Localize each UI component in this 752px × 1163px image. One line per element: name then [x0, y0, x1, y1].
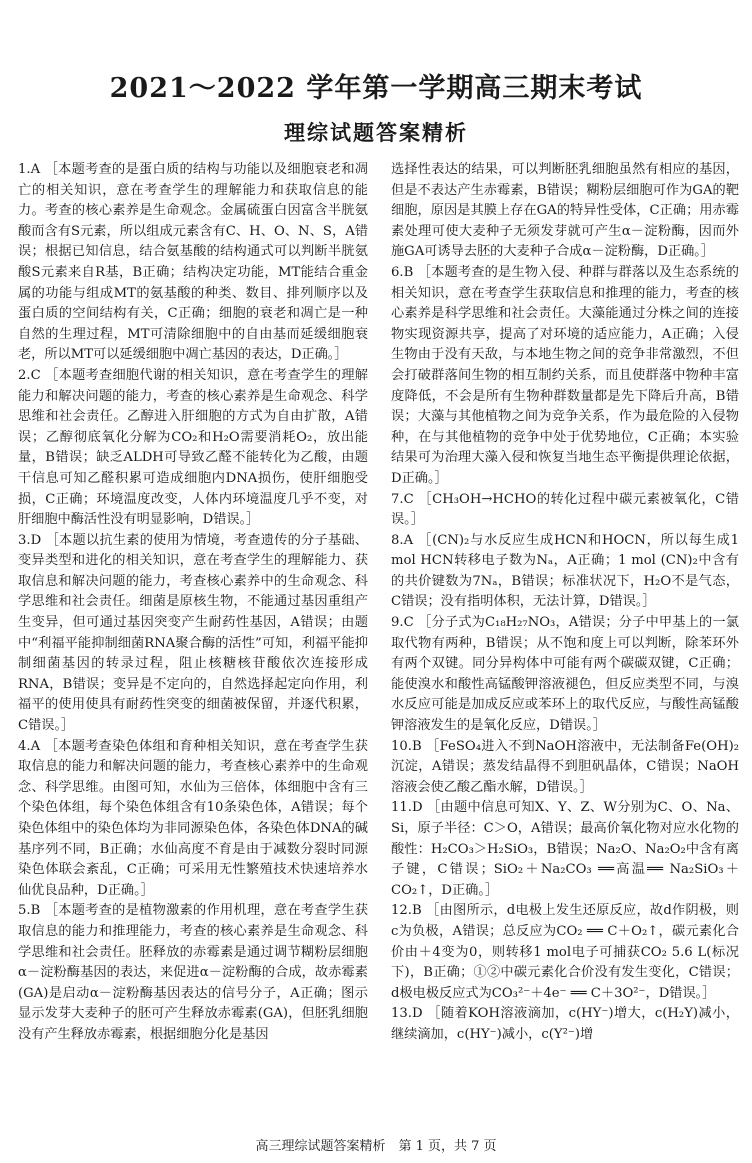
answer-text: ［分子式为C₁₈H₂₇NO₃，A错误；分子中甲基上的一氯取代物有两种，B错误；从不饱和度上可以判断，除苯环外有两个双键。同分异构体中可能有两个碳碳双键，C正确；能使溴水和酸性高锰酸钾溶液褪色，但反应类型不同，与溴水反应可能是加成反应或苯环上的取代反应，与酸性高锰酸钾溶液发生的是氧化反应，D错误。］	[391, 615, 739, 734]
answer-item	[391, 901, 739, 1004]
answer-text: 选择性表达的结果，可以判断胚乳细胞虽然有相应的基因，但是不表达产生赤霉素，B错误；糊粉层细胞可作为GA的靶细胞，原因是其膜上存在GA的特异性受体，C正确；用赤霉素处理可使大麦种子无须发芽就可产生α－淀粉酶，因而外施GA可诱导去胚的大麦种子合成α－淀粉酶，D正确。］	[391, 162, 739, 260]
answer-text: ［FeSO₄进入不到NaOH溶液中，无法制备Fe(OH)₂沉淀，A错误；蒸发结晶得不到胆矾晶体，C错误；NaOH溶液会使乙酸乙酯水解，D错误。］	[391, 738, 739, 795]
answer-text: ［本题考查的是植物激素的作用机理，意在考查学生获取信息的能力和推理能力，考查的核心素养是生命观念、科学思维和社会责任。胚释放的赤霉素是通过调节糊粉层细胞α－淀粉酶基因的表达，来促进α－淀粉酶的合成，故赤霉素(GA)是启动α－淀粉酶基因表达的信号分子，A正确；图示显示发芽大麦种子的胚可产生释放赤霉素(GA)，但胚乳细胞没有产生释放赤霉素，根据细胞分化是基因	[18, 903, 368, 1042]
answer-item	[391, 798, 739, 901]
answer-number: 8.A	[391, 532, 414, 548]
answer-text: ［由图所示，d电极上发生还原反应，故d作阴极，则c为负极，A错误；总反应为CO₂ ══ C＋O₂↑，碳元素化合价由＋4变为0，则转移1 mol电子可捕获CO₂ 5.6 L(标况下)，B正确；①②中碳元素化合价没有发生变化，C错误；d极电极反应式为CO₃²⁻＋4e⁻ ══ C＋3O²⁻，D错误。］	[391, 903, 739, 1001]
answer-text: ［由题中信息可知X、Y、Z、W分别为C、O、Na、Si，原子半径：C＞O，A错误；最高价氧化物对应水化物的酸性：H₂CO₃＞H₂SiO₃，B错误；Na₂O、Na₂O₂中含有离子键，C错误；SiO₂＋Na₂CO₃ ══高温══ Na₂SiO₃＋CO₂↑，D正确。］	[391, 800, 739, 898]
answer-item	[391, 1004, 739, 1045]
answer-number: 6.B	[391, 264, 414, 280]
answer-text: ［本题考查的是蛋白质的结构与功能以及细胞衰老和凋亡的相关知识，意在考查学生的理解能力和获取信息的能力。考查的核心素养是生命观念。金属硫蛋白因富含半胱氨酸而含有S元素，所以组成元素含有C、H、O、N、S，A错误；根据已知信息，结合氨基酸的结构通式可以判断半胱氨酸S元素来自R基，B正确；结构决定功能，MT能结合重金属的功能与组成MT的氨基酸的种类、数目、排列顺序以及蛋白质的空间结构有关，C正确；细胞的衰老和凋亡是一种自然的生理过程，MT可清除细胞中的自由基而延缓细胞衰老，所以MT可以延缓细胞中凋亡基因的表达，D正确。］	[18, 162, 368, 363]
answer-item	[18, 366, 368, 531]
answer-item	[391, 613, 739, 737]
right-column	[391, 160, 739, 1046]
answer-item	[18, 901, 368, 1045]
page-footer: 高三理综试题答案精析 第 1 页，共 7 页	[255, 1139, 497, 1154]
answer-item	[18, 160, 368, 366]
answer-number: 9.C	[391, 615, 414, 631]
left-column	[18, 160, 368, 1046]
answer-number: 1.A	[18, 162, 41, 177]
answer-text: ［本题考查染色体组和育种相关知识，意在考查学生获取信息的能力和解决问题的能力，考查核心素养中的生命观念、科学思维。由图可知，水仙为三倍体，体细胞中含有三个染色体组，每个染色体组含有10条染色体，A错误；每个染色体组中的染色体均为非同源染色体，各染色体DNA的碱基序列不同，B正确；水仙高度不育是由于减数分裂时同源染色体联会紊乱，C正确；可采用无性繁殖技术快速培养水仙优良品种，D正确。］	[18, 738, 368, 898]
answer-text: ［本题以抗生素的使用为情境，考查遗传的分子基础、变异类型和进化的相关知识，意在考查学生的理解能力、获取信息和解决问题的能力，考查核心素养中的生命观念、科学思维和社会责任。细菌是原核生物，不能通过基因重组产生变异，但可通过基因突变产生耐药性基因，A错误；由题中“利福平能抑制细菌RNA聚合酶的活性”可知，利福平能抑制细菌基因的转录过程，阻止核糖核苷酸依次连接形成RNA，B错误；变异是不定向的，自然选择起定向作用，利福平的使用使具有耐药性突变的细菌被保留，并逐代积累，C错误。］	[18, 532, 368, 734]
page-subtitle: 理综试题答案精析	[284, 120, 468, 145]
answer-number: 5.B	[18, 903, 41, 919]
answer-text: ［CH₃OH→HCHO的转化过程中碳元素被氧化，C错误。］	[391, 491, 739, 528]
answer-number: 11.D	[391, 800, 423, 816]
answer-number: 10.B	[391, 738, 422, 754]
answer-number: 12.B	[391, 903, 422, 919]
answer-text: ［(CN)₂与水反应生成HCN和HOCN，所以每生成1 mol HCN转移电子数为Nₐ，A正确；1 mol (CN)₂中含有的共价键数为7Nₐ，B错误；标准状况下，H₂O不是气态，C错误；没有指明体积，无法计算，D错误。］	[391, 532, 739, 610]
page-title: 2021～2022 学年第一学期高三期末考试	[109, 73, 643, 104]
answer-number: 13.D	[391, 1006, 423, 1022]
answer-item	[18, 531, 368, 737]
answer-item	[391, 737, 739, 799]
answer-text: ［随着KOH溶液滴加，c(HY⁻)增大，c(H₂Y)减小，继续滴加，c(HY⁻)减小，c(Y²⁻)增	[391, 1006, 739, 1042]
answer-number: 2.C	[18, 367, 41, 383]
answer-number: 4.A	[18, 738, 41, 754]
answer-text: ［本题考查细胞代谢的相关知识，意在考查学生的理解能力和解决问题的能力，考查的核心素养是生命观念、科学思维和社会责任。乙醇进入肝细胞的方式为自由扩散，A错误；乙醇彻底氧化分解为CO₂和H₂O需要消耗O₂，放出能量，B错误；缺乏ALDH可导致乙醛不能转化为乙酸，由题干信息可知乙醛积累可造成细胞内DNA损伤，使肝细胞受损，C正确；环境温度改变，人体内环境温度几乎不变，对肝细胞中酶活性没有明显影响，D错误。］	[18, 367, 368, 528]
answer-item	[391, 490, 739, 531]
answer-item-continued	[391, 160, 739, 263]
answer-item	[18, 737, 368, 902]
answer-item	[391, 263, 739, 490]
answer-number: 7.C	[391, 491, 414, 507]
answer-text: ［本题考查的是生物入侵、种群与群落以及生态系统的相关知识，意在考查学生获取信息和推理的能力，考查的核心素养是科学思维和社会责任。大藻能通过分株之间的连接物实现资源共享，提高了对环境的适应能力，A正确；入侵生物由于没有天敌，与本地生物之间的竞争非常激烈，不但会打破群落间生物的相互制约关系，而且使群落中物种丰富度降低，不会是所有生物种群数量都是先下降后升高，B错误；大藻与其他植物之间为竞争关系，作为最危险的入侵物种，在与其他植物的竞争中处于优势地位，C正确；本实验结果可为治理大藻入侵和恢复当地生态平衡提供理论依据，D正确。］	[391, 264, 739, 486]
answer-item	[391, 531, 739, 613]
answer-number: 3.D	[18, 532, 42, 548]
